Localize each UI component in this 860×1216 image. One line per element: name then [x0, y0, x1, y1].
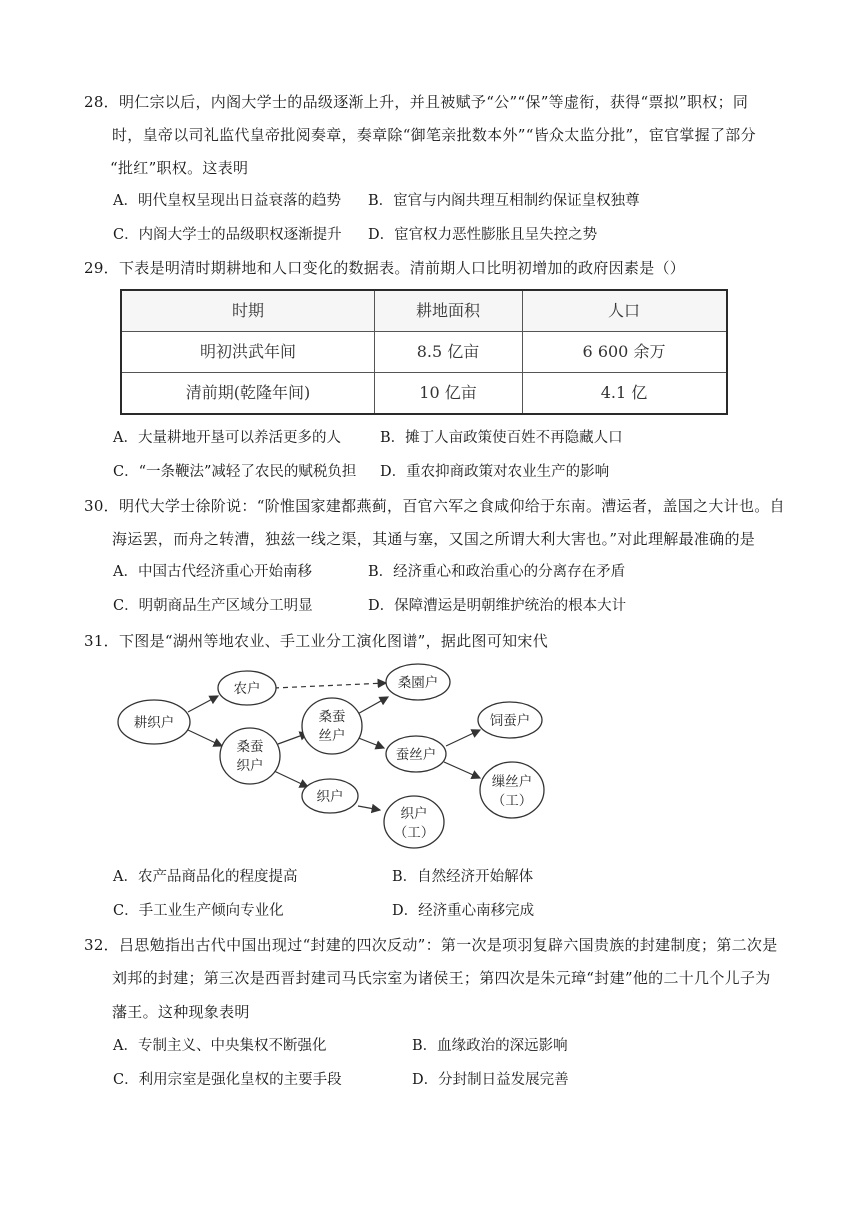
q28-option-b: B．宦官与内阁共理互相制约保证皇权独尊: [368, 193, 640, 209]
q30-stem-line-1: 30．明代大学士徐阶说：“阶惟国家建都燕蓟，百官六军之食咸仰给于东南。漕运者，盖国之大计也。自: [84, 497, 785, 515]
node-zhi-label: 织户: [316, 789, 344, 805]
q32-stem-line-3: 藩王。这种现象表明: [112, 1003, 250, 1021]
q29-option-b: B．摊丁人亩政策使百姓不再隐藏人口: [380, 430, 623, 446]
node-sangyuan-label: 桑園户: [397, 675, 439, 691]
q30-stem-line-2: 海运罢，而舟之转漕，独兹一线之渠，其通与塞，又国之所谓大利大害也。”对此理解最准确的是: [112, 530, 756, 548]
node-sangcanzhi-label-2: 织户: [236, 758, 264, 774]
q30-option-b: B．经济重心和政治重心的分离存在矛盾: [368, 564, 626, 580]
q28-stem-line-3: “批红”职权。这表明: [110, 159, 249, 177]
q28-stem-line-2: 时，皇帝以司礼监代皇帝批阅奏章，奏章除“御笔亲批数本外”“皆众太监分批”，宦官掌握了部分: [112, 126, 756, 144]
q31-stem-line-1: 31．下图是“湖州等地农业、手工业分工演化图谱”，据此图可知宋代: [84, 632, 549, 650]
edge-gengzhi-sangcanzhi: [188, 730, 222, 746]
q31-option-a: A．农产品商品化的程度提高: [113, 869, 298, 885]
q30-option-d: D．保障漕运是明朝维护统治的根本大计: [368, 598, 627, 614]
edge-zhi-zhigong: [358, 806, 380, 810]
node-sangcansi-label-1: 桑蚕: [318, 709, 346, 725]
q29-option-c: C．“一条鞭法”减轻了农民的赋税负担: [113, 464, 357, 480]
table-header-farmland: 耕地面积: [415, 301, 480, 320]
node-saosi: [480, 762, 544, 818]
node-zhigong-label-1: 织户: [400, 806, 428, 822]
q32-stem-line-1: 32．吕思勉指出古代中国出现过“封建的四次反动”：第一次是项羽复辟六国贵族的封建制度；第二次是: [84, 936, 778, 954]
q31-option-b: B．自然经济开始解体: [392, 869, 534, 885]
q29-stem-line-1: 29．下表是明清时期耕地和人口变化的数据表。清前期人口比明初增加的政府因素是（）: [84, 259, 686, 277]
q31-option-d: D．经济重心南移完成: [392, 903, 535, 919]
edge-gengzhi-nong: [188, 696, 218, 712]
q32-stem-line-2: 刘邦的封建；第三次是西晋封建司马氏宗室为诸侯王；第四次是朱元璋“封建”他的二十几个儿子为: [112, 969, 771, 987]
q29-option-d: D．重农抑商政策对农业生产的影响: [380, 464, 610, 480]
table-cell-population-ming: 6 600 余万: [582, 342, 666, 361]
q32-option-a: A．专制主义、中央集权不断强化: [113, 1038, 327, 1054]
node-sican-label: 饲蚕户: [489, 713, 531, 729]
table-header-period: 时期: [231, 301, 264, 320]
q28-option-c: C．内阁大学士的品级职权逐渐提升: [113, 227, 342, 243]
table-header-population: 人口: [607, 301, 640, 320]
q30-option-a: A．中国古代经济重心开始南移: [113, 564, 312, 580]
q28-stem-line-1: 28．明仁宗以后，内阁大学士的品级逐渐上升，并且被赋予“公”“保”等虚衔，获得“票拟”职权；同: [84, 93, 749, 111]
edge-cansi-saosi: [444, 762, 480, 778]
node-saosi-label-1: 缫丝户: [491, 774, 533, 790]
edge-sangcanzhi-zhi: [272, 770, 308, 787]
node-saosi-label-2: （工）: [491, 793, 533, 809]
node-gengzhi-label: 耕织户: [133, 715, 175, 731]
q28-option-a: A．明代皇权呈现出日益衰落的趋势: [113, 193, 341, 209]
table-cell-farmland-ming: 8.5 亿亩: [416, 342, 480, 361]
node-cansi-label: 蚕丝户: [395, 747, 437, 763]
edge-sangcansi-cansi: [356, 737, 384, 748]
edge-cansi-sican: [446, 730, 480, 746]
node-sangcanzhi-label-1: 桑蚕: [236, 739, 264, 755]
node-zhigong-label-2: （工）: [393, 825, 435, 841]
q28-option-d: D．宦官权力恶性膨胀且呈失控之势: [368, 227, 598, 243]
q31-option-c: C．手工业生产倾向专业化: [113, 903, 284, 919]
node-sangcansi-label-2: 丝户: [318, 728, 346, 744]
table-cell-population-qing: 4.1 亿: [600, 383, 648, 402]
q29-option-a: A．大量耕地开垦可以养活更多的人: [113, 430, 341, 446]
data-table: [120, 289, 728, 415]
table-cell-farmland-qing: 10 亿亩: [419, 383, 477, 402]
table-cell-period-ming: 明初洪武年间: [199, 342, 296, 361]
q32-option-d: D．分封制日益发展完善: [412, 1072, 569, 1088]
node-sangcanzhi: [220, 728, 280, 784]
node-sangcansi: [302, 698, 362, 754]
q32-option-c: C．利用宗室是强化皇权的主要手段: [113, 1072, 342, 1088]
q30-option-c: C．明朝商品生产区域分工明显: [113, 598, 313, 614]
table-cell-period-qing: 清前期(乾隆年间): [185, 383, 311, 402]
division-of-labor-diagram: [112, 660, 552, 850]
q32-option-b: B．血缘政治的深远影响: [412, 1038, 568, 1054]
edge-nong-sangyuan: [274, 683, 386, 688]
node-nong-label: 农户: [233, 681, 261, 697]
